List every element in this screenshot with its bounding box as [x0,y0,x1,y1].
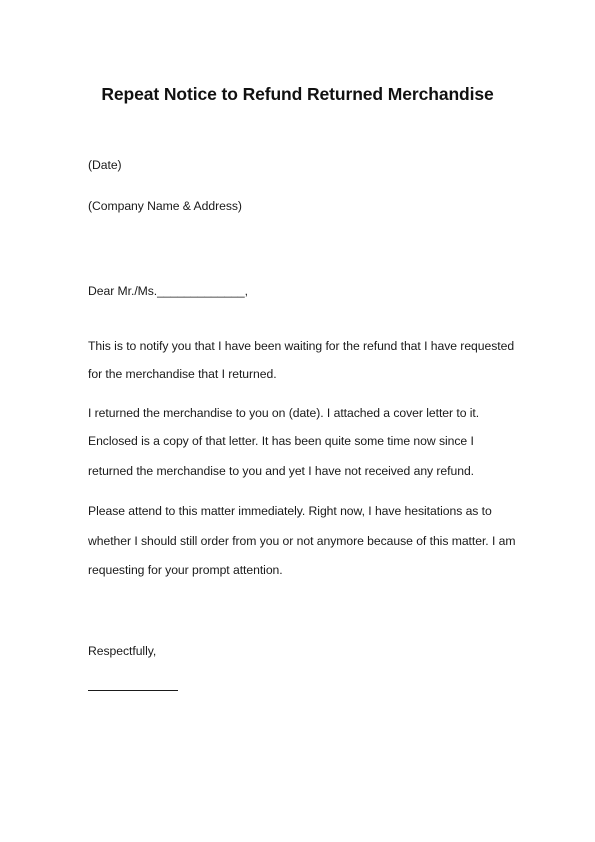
paragraph-3-line-1: Please attend to this matter immediately. Right now, I have hesitations as to [88,504,492,518]
paragraph-3-line-2: whether I should still order from you or not anymore because of this matter. I am [88,534,516,548]
paragraph-3-line-3: requesting for your prompt attention. [88,563,283,577]
paragraph-2-line-1: I returned the merchandise to you on (date). I attached a cover letter to it. [88,406,480,420]
paragraph-2-line-3: returned the merchandise to you and yet I have not received any refund. [88,464,475,478]
paragraph-1-line-1: This is to notify you that I have been waiting for the refund that I have requested [88,339,515,353]
paragraph-1-line-2: for the merchandise that I returned. [88,367,277,381]
salutation: Dear Mr./Ms._____________, [88,284,248,298]
paragraph-2-line-2: Enclosed is a copy of that letter. It has been quite some time now since I [88,434,474,448]
date-placeholder: (Date) [88,158,122,172]
closing: Respectfully, [88,644,157,658]
signature-line [88,690,178,691]
company-placeholder: (Company Name & Address) [88,199,242,213]
document-title: Repeat Notice to Refund Returned Merchandise [101,84,494,104]
